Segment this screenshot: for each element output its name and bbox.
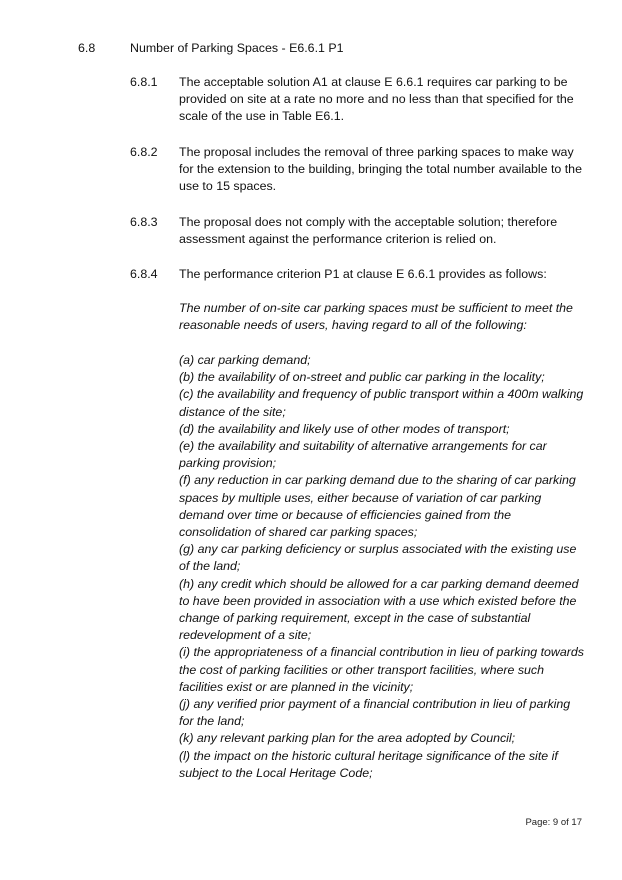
paragraph-text: The performance criterion P1 at clause E 6.6.1 provides as follows:	[179, 267, 547, 281]
list-item: (k) any relevant parking plan for the area adopted by Council;	[179, 731, 516, 746]
paragraph-number: 6.8.1	[130, 75, 158, 89]
list-item: (e) the availability and suitability of alternative arrangements for car parking provision;	[179, 439, 547, 471]
paragraph-number: 6.8.2	[130, 145, 158, 159]
list-item: (f) any reduction in car parking demand due to the sharing of car parking spaces by multiple uses, either because of variation of car parking demand over time or because of efficiencies gained from the consolidation of shared car parking spaces;	[179, 473, 576, 540]
paragraph-number: 6.8.4	[130, 267, 158, 281]
list-item: (i) the appropriateness of a financial contribution in lieu of parking towards the cost of parking facilities or other transport facilities, where such facilities exist or are planned in the vicinity;	[179, 645, 584, 694]
list-item: (c) the availability and frequency of public transport within a 400m walking distance of the site;	[179, 387, 584, 419]
list-item: (j) any verified prior payment of a financial contribution in lieu of parking for the land;	[179, 697, 571, 729]
page-number: Page: 9 of 17	[525, 817, 582, 828]
performance-criterion-intro: The number of on-site car parking spaces must be sufficient to meet the reasonable needs of users, having regard to all of the following:	[179, 301, 573, 333]
paragraph-text: The proposal includes the removal of three parking spaces to make way for the extension to the building, bringing the total number available to the use to 15 spaces.	[179, 145, 582, 194]
list-item: (h) any credit which should be allowed for a car parking demand deemed to have been provided in association with a use which existed before the change of parking requirement, except in the case of substantial redevelopment of a site;	[179, 576, 579, 643]
list-item: (l) the impact on the historic cultural heritage significance of the site if subject to the Local Heritage Code;	[179, 748, 558, 780]
list-item: (d) the availability and likely use of other modes of transport;	[179, 421, 510, 436]
list-item: (b) the availability of on-street and public car parking in the locality;	[179, 370, 545, 385]
criteria-list	[179, 352, 584, 782]
paragraph-number: 6.8.3	[130, 215, 158, 229]
list-item: (a) car parking demand;	[179, 353, 311, 367]
list-item: (g) any car parking deficiency or surplus associated with the existing use of the land;	[179, 542, 577, 574]
paragraph-text: The acceptable solution A1 at clause E 6.6.1 requires car parking to be provided on site at a rate no more and no less than that specified for the scale of the use in Table E6.1.	[179, 75, 574, 124]
paragraph-text: The proposal does not comply with the acceptable solution; therefore assessment against the performance criterion is relied on.	[179, 215, 558, 247]
section-number: 6.8	[78, 41, 96, 55]
section-title: Number of Parking Spaces - E6.6.1 P1	[130, 41, 344, 55]
